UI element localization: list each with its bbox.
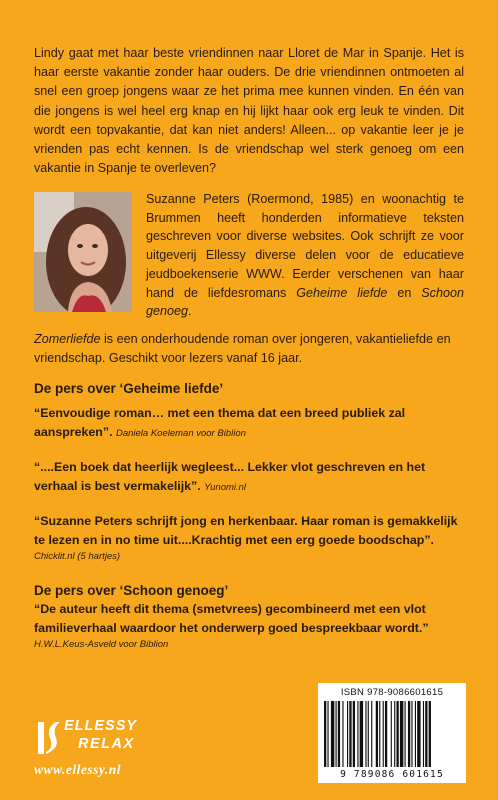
quote-text: “....Een boek dat heerlijk wegleest... Lekker vlot geschreven en het verhaal is best vermakelijk”.	[34, 460, 426, 493]
author-book-title-2: Schoon genoeg	[146, 285, 464, 319]
quote-source: H.W.L.Keus-Asveld voor Biblion	[34, 639, 169, 650]
author-bio	[146, 190, 464, 321]
barcode-bar	[383, 701, 384, 767]
publisher-logo	[34, 716, 174, 782]
barcode-bar	[415, 701, 416, 767]
barcode-bar	[396, 701, 398, 767]
press-quote	[34, 458, 468, 497]
ellessy-logo-icon	[34, 718, 62, 758]
book-title: Zomerliefde	[34, 332, 101, 346]
barcode-bar	[331, 701, 334, 767]
author-photo	[34, 192, 132, 312]
barcode-bar	[411, 701, 412, 767]
barcode-bar	[365, 701, 366, 767]
publisher-imprint: RELAX	[78, 736, 135, 752]
barcode-bar	[347, 701, 348, 767]
author-bio-end: .	[188, 304, 192, 319]
barcode-bar	[327, 701, 328, 767]
publisher-name: ELLESSY	[64, 718, 138, 734]
barcode-bar	[336, 701, 337, 767]
quote-text: “Eenvoudige roman… met een thema dat een breed publiek zal aanspreken”.	[34, 406, 406, 439]
blurb-text: Lindy gaat met haar beste vriendinnen naar Lloret de Mar in Spanje. Het is haar eerste vakantie zonder haar ouders. De drie vriendinnen ontmoeten al snel een groep jongens waar ze het prima mee kunnen vinden. En één van die jongens is wel heel erg knap en hij lijkt haar ook erg leuk te vinden. Dit wordt een topvakantie, dat kan niet anders! Alleen... op vakantie leer je je vrienden pas echt kennen. Is de vriendschap wel sterk genoeg om een vakantie in Spanje te overleven?	[34, 46, 464, 176]
press-quote	[34, 512, 468, 565]
author-book-title-1: Geheime liefde	[296, 285, 388, 300]
press-quote	[34, 404, 468, 443]
barcode-bar	[408, 701, 410, 767]
barcode-bar	[405, 701, 406, 767]
quote-text: “De auteur heeft dit thema (smetvrees) gecombineerd met een vlot familieverhaal waardoor het onderwerp goed bespreekbaar wordt.”	[34, 602, 429, 635]
summary-text: is een onderhoudende roman over jongeren, vakantieliefde en vriendschap. Geschikt voor lezers vanaf 16 jaar.	[34, 332, 451, 365]
barcode-bar	[379, 701, 380, 767]
barcode-bar	[394, 701, 395, 767]
publisher-url: www.ellessy.nl	[34, 762, 122, 777]
isbn-label: ISBN 978-9086601615	[340, 687, 444, 698]
barcode-bar	[429, 701, 431, 767]
quote-text: “Suzanne Peters schrijft jong en herkenbaar. Haar roman is gemakkelijk te lezen en in no time uit....Krachtig met een erg goede boodschap”.	[34, 514, 458, 547]
barcode-bar	[360, 701, 363, 767]
press-heading-geheime-liefde: De pers over ‘Geheime liefde’	[34, 381, 224, 396]
barcode-bar	[423, 701, 424, 767]
quote-source: Chicklit.nl (5 hartjes)	[34, 551, 121, 562]
press-quote	[34, 600, 468, 653]
barcode-icon	[324, 701, 460, 767]
barcode-bar	[371, 701, 372, 767]
barcode-bar	[400, 701, 403, 767]
barcode-bar	[349, 701, 351, 767]
barcode-digits: 9 789086 601615	[340, 769, 444, 780]
press-heading-schoon-genoeg: De pers over ‘Schoon genoeg’	[34, 583, 229, 598]
barcode-bar	[353, 701, 355, 767]
quote-source: Daniela Koeleman voor Biblion	[115, 427, 246, 439]
barcode-bar	[357, 701, 358, 767]
barcode-bar	[338, 701, 340, 767]
barcode-bar	[342, 701, 343, 767]
barcode-bar	[324, 701, 326, 767]
barcode-bar	[376, 701, 378, 767]
barcode-bar	[385, 701, 387, 767]
barcode-bar	[417, 701, 420, 767]
barcode-bar	[425, 701, 427, 767]
book-summary	[34, 330, 464, 367]
author-bio-main: Suzanne Peters (Roermond, 1985) en woonachtig te Brummen heeft honderden informatieve teksten geschreven voor diverse websites. Ook schrijft ze voor uitgeverij Ellessy diverse delen voor de educatieve jeudboekenserie WWW. Eerder verschenen van haar hand de liefdesromans	[146, 192, 464, 300]
quote-source: Yunomi.nl	[204, 481, 247, 493]
barcode-bar	[391, 701, 392, 767]
author-bio-connector: en	[387, 285, 422, 300]
isbn-barcode-box	[318, 683, 466, 783]
barcode-bar	[368, 701, 369, 767]
